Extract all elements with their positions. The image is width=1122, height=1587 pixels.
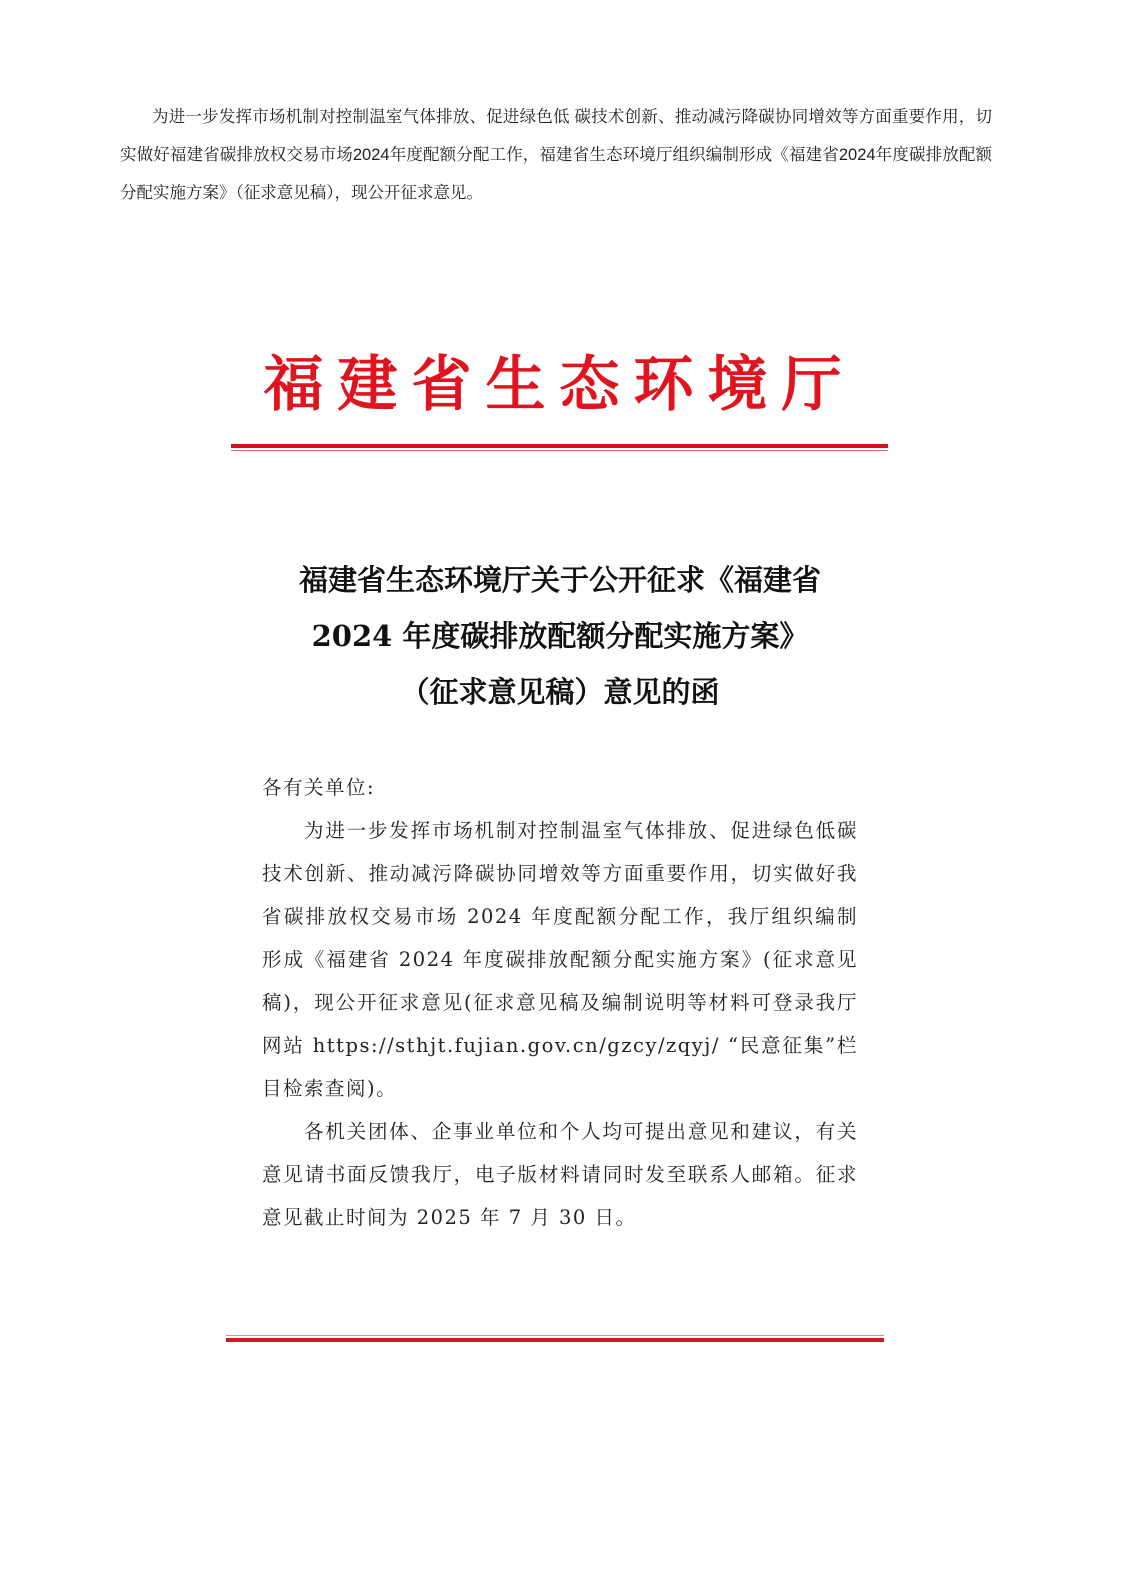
letter-body [262,766,858,1239]
body-paragraph-2: 各机关团体、企事业单位和个人均可提出意见和建议，有关意见请书面反馈我厅，电子版材料请同时发至联系人邮箱。征求意见截止时间为 2025 年 7 月 30 日。 [262,1120,858,1229]
footer-rule-thin [226,1335,884,1336]
title-line-2: 2024 年度碳排放配额分配实施方案》 [311,619,809,653]
salutation: 各有关单位: [262,776,376,799]
footer-rule-thick [226,1338,884,1342]
body-paragraph-1: 为进一步发挥市场机制对控制温室气体排放、促进绿色低碳技术创新、推动减污降碳协同增效等方面重要作用，切实做好我省碳排放权交易市场 2024 年度配额分配工作，我厅组织编制形成《福建省 2024 年度碳排放配额分配实施方案》(征求意见稿)，现公开征求意见(征求意见稿及编制说明等材料可登录我厅网站 https://sthjt.fujian.gov.cn/gzcy/zqyj/ “民意征集”栏目检索查阅)。 [262,819,858,1100]
title-line-3: （征求意见稿）意见的函 [400,675,720,709]
intro-paragraph: 为进一步发挥市场机制对控制温室气体排放、促进绿色低 碳技术创新、推动减污降碳协同增效等方面重要作用，切实做好福建省碳排放权交易市场2024年度配额分配工作，福建省生态环境厅组织编制形成《福建省2024年度碳排放配额分配实施方案》（征求意见稿），现公开征求意见。 [120,108,992,202]
masthead-org-name: 福建省生态环境厅 [263,350,856,420]
masthead-rule-thick [231,444,888,448]
masthead-rule-thin [231,450,888,451]
title-line-1: 福建省生态环境厅关于公开征求《福建省 [298,563,821,597]
document-title [260,552,860,720]
